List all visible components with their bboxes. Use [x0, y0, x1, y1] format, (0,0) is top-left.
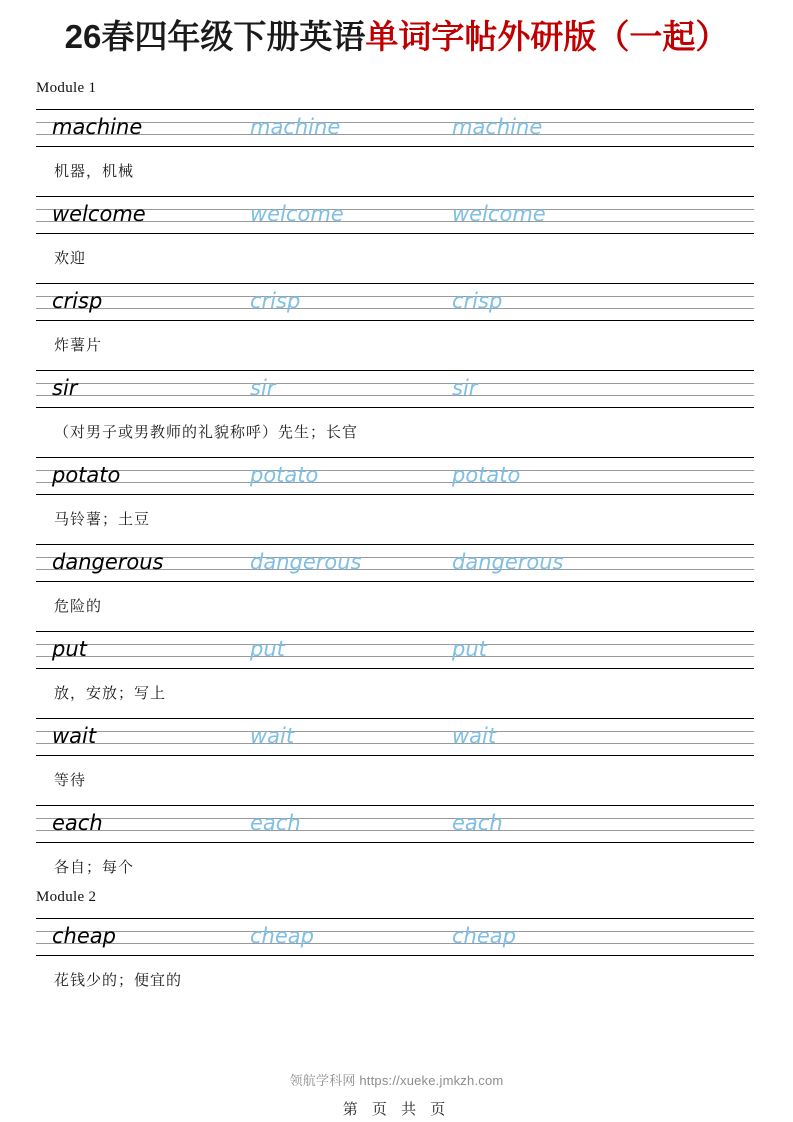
- word-trace-2: potato: [452, 463, 521, 487]
- staff-rule-mid-lower: [36, 743, 754, 744]
- word-meaning: 等待: [54, 771, 87, 789]
- word-entry-put: [36, 631, 754, 717]
- staff-rule-top: [36, 283, 754, 284]
- word-meaning: 花钱少的；便宜的: [54, 971, 183, 989]
- staff-rule-mid-lower: [36, 395, 754, 396]
- page-title-red-part: 单词字帖外研版（一起）: [365, 18, 729, 55]
- staff-rule-mid-upper: [36, 383, 754, 384]
- word-trace-1: machine: [250, 115, 341, 139]
- word-trace-1: each: [250, 811, 301, 835]
- word-trace-1: dangerous: [250, 550, 362, 574]
- word-meaning: 放，安放；写上: [54, 684, 167, 702]
- word-model: machine: [52, 115, 143, 139]
- writing-staff[interactable]: [36, 544, 754, 582]
- writing-staff[interactable]: [36, 805, 754, 843]
- word-trace-1: wait: [250, 724, 295, 748]
- word-entry-potato: [36, 457, 754, 543]
- word-trace-1: welcome: [250, 202, 344, 226]
- staff-rule-mid-upper: [36, 731, 754, 732]
- staff-rule-mid-upper: [36, 931, 754, 932]
- staff-rule-top: [36, 109, 754, 110]
- word-meaning: 马铃薯；土豆: [54, 510, 151, 528]
- word-trace-1: cheap: [250, 924, 314, 948]
- writing-staff[interactable]: [36, 196, 754, 234]
- word-model: cheap: [52, 924, 116, 948]
- staff-rule-top: [36, 631, 754, 632]
- word-trace-1: crisp: [250, 289, 301, 313]
- word-model: each: [52, 811, 103, 835]
- module-heading-1: Module 1: [36, 80, 97, 96]
- word-entry-wait: [36, 718, 754, 804]
- writing-staff[interactable]: [36, 109, 754, 147]
- word-model: potato: [52, 463, 121, 487]
- staff-rule-mid-lower: [36, 308, 754, 309]
- word-model: welcome: [52, 202, 146, 226]
- word-entry-machine: [36, 109, 754, 195]
- word-meaning: 机器，机械: [54, 162, 135, 180]
- staff-rule-mid-lower: [36, 134, 754, 135]
- staff-rule-top: [36, 457, 754, 458]
- word-meaning: 各自；每个: [54, 858, 135, 876]
- writing-staff[interactable]: [36, 283, 754, 321]
- writing-staff[interactable]: [36, 918, 754, 956]
- word-meaning: （对男子或男教师的礼貌称呼）先生；长官: [54, 423, 359, 441]
- word-entry-sir: [36, 370, 754, 456]
- word-trace-2: wait: [452, 724, 497, 748]
- staff-rule-mid-upper: [36, 644, 754, 645]
- page-title-black-part: 26春四年级下册英语: [64, 18, 366, 55]
- word-meaning: 炸薯片: [54, 336, 103, 354]
- word-trace-1: potato: [250, 463, 319, 487]
- staff-rule-mid-lower: [36, 830, 754, 831]
- word-trace-2: cheap: [452, 924, 516, 948]
- word-model: dangerous: [52, 550, 164, 574]
- word-trace-2: each: [452, 811, 503, 835]
- word-meaning: 危险的: [54, 597, 103, 615]
- word-entry-dangerous: [36, 544, 754, 630]
- word-trace-2: sir: [452, 376, 478, 400]
- staff-rule-top: [36, 805, 754, 806]
- word-model: sir: [52, 376, 78, 400]
- staff-rule-top: [36, 718, 754, 719]
- word-trace-1: put: [250, 637, 285, 661]
- word-meaning: 欢迎: [54, 249, 87, 267]
- word-entry-cheap: [36, 918, 754, 1004]
- footer-site-watermark: 领航学科网 https://xueke.jmkzh.com: [289, 1073, 504, 1088]
- staff-rule-mid-lower: [36, 482, 754, 483]
- staff-rule-mid-upper: [36, 122, 754, 123]
- staff-rule-mid-lower: [36, 943, 754, 944]
- word-entry-welcome: [36, 196, 754, 282]
- staff-rule-top: [36, 918, 754, 919]
- footer-page-number: 第 页 共 页: [342, 1101, 451, 1118]
- staff-rule-mid-upper: [36, 296, 754, 297]
- word-trace-2: machine: [452, 115, 543, 139]
- writing-staff[interactable]: [36, 457, 754, 495]
- word-trace-2: crisp: [452, 289, 503, 313]
- writing-staff[interactable]: [36, 370, 754, 408]
- staff-rule-mid-upper: [36, 818, 754, 819]
- word-trace-2: dangerous: [452, 550, 564, 574]
- word-model: crisp: [52, 289, 103, 313]
- writing-staff[interactable]: [36, 631, 754, 669]
- word-model: wait: [52, 724, 97, 748]
- word-entry-crisp: [36, 283, 754, 369]
- staff-rule-mid-upper: [36, 470, 754, 471]
- page-title: [0, 16, 793, 58]
- word-entry-each: [36, 805, 754, 891]
- writing-staff[interactable]: [36, 718, 754, 756]
- word-trace-2: put: [452, 637, 487, 661]
- word-trace-1: sir: [250, 376, 276, 400]
- word-model: put: [52, 637, 87, 661]
- staff-rule-top: [36, 370, 754, 371]
- word-trace-2: welcome: [452, 202, 546, 226]
- module-heading-2: Module 2: [36, 889, 97, 905]
- staff-rule-mid-lower: [36, 656, 754, 657]
